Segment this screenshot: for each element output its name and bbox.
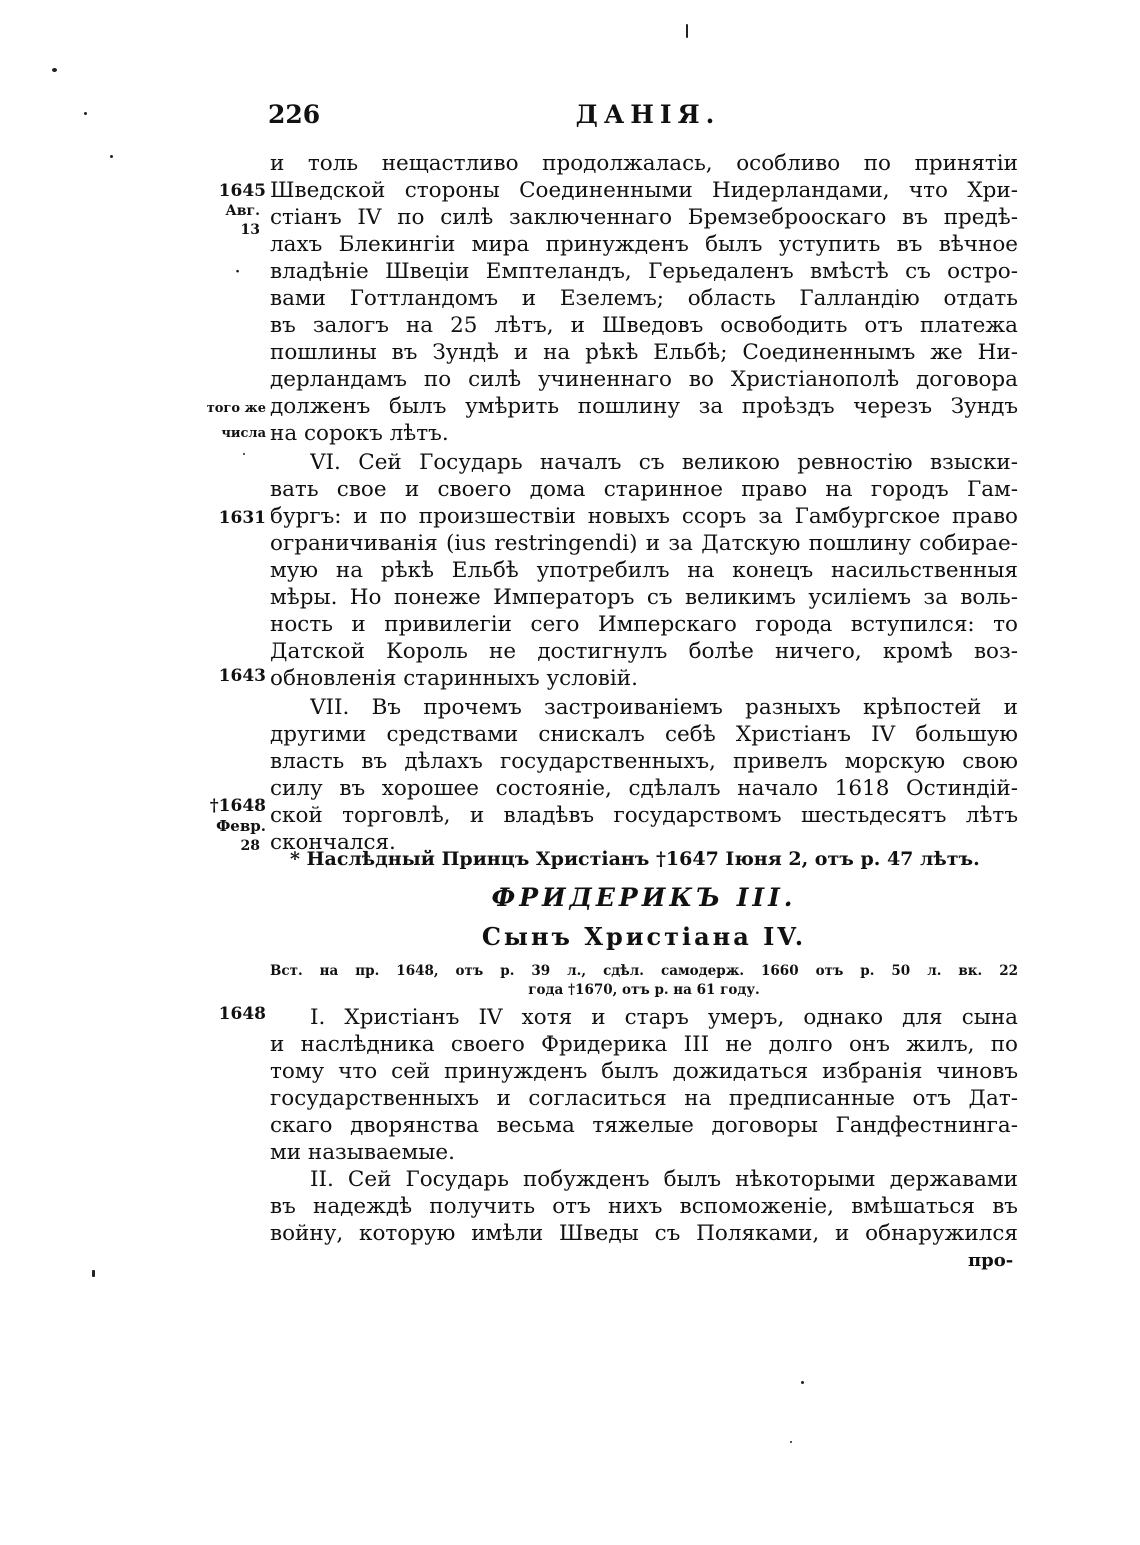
text-line: силу въ хорошее состояніе, сдѣлалъ начало 1618 Остиндій- — [270, 776, 1018, 801]
catchword: про- — [968, 1250, 1014, 1271]
scan-speck — [52, 68, 57, 72]
section-subtitle: Сынъ Христіана IV. — [481, 922, 807, 951]
text-line: мую на рѣкѣ Ельбѣ употребилъ на конецъ насильственныя — [270, 558, 1018, 583]
text-line: другими средствами снискалъ себѣ Христіанъ IV большую — [270, 722, 1018, 747]
margin-dot: · — [235, 264, 240, 280]
text-line: власть въ дѣлахъ государственныхъ, привелъ морскую свою — [270, 749, 1018, 774]
margin-date: 1645 — [218, 181, 266, 201]
text-line: вами Готтландомъ и Езелемъ; область Галландію отдать — [270, 286, 1018, 311]
footnote: * Наслѣдный Принцъ Христіанъ †1647 Іюня 2, отъ р. 47 лѣтъ. — [290, 848, 980, 870]
scan-speck — [243, 453, 245, 455]
text-line: стіанъ IV по силѣ заключеннаго Бремзеброоскаго въ предѣ- — [270, 205, 1018, 230]
text-line: и наслѣдника своего Фридерика III не долго онъ жилъ, по — [270, 1032, 1018, 1057]
text-line: войну, которую имѣли Шведы съ Поляками, и обнаружился — [270, 1221, 1018, 1246]
scan-speck — [92, 1270, 95, 1277]
text-line: бургъ: и по произшествіи новыхъ ссоръ за Гамбургское право — [270, 504, 1018, 529]
paragraph-start: II. Сей Государь побужденъ былъ нѣкоторыми державами — [310, 1167, 1018, 1192]
margin-date: 1643 — [218, 666, 266, 686]
margin-note: того же — [206, 401, 266, 416]
text-line: долженъ былъ умѣрить пошлину за проѣздъ черезъ Зундъ — [270, 394, 1018, 419]
text-line: Шведской стороны Соединенными Нидерландами, что Хри- — [270, 178, 1018, 203]
scan-speck — [790, 1441, 792, 1443]
text-line: лахъ Блекингіи мира принужденъ былъ уступить въ вѣчное — [270, 232, 1018, 257]
margin-month: Авг. — [225, 203, 260, 219]
text-line: скаго дворянства весьма тяжелые договоры Гандфестнинга- — [270, 1113, 1018, 1138]
paragraph-start: VII. Въ прочемъ застроиваніемъ разныхъ крѣпостей и — [310, 695, 1018, 720]
margin-date: †1648 — [209, 796, 266, 816]
text-line: государственныхъ и согласиться на предписанные отъ Дат- — [270, 1086, 1018, 1111]
scan-speck — [801, 1381, 804, 1384]
scan-speck — [84, 112, 87, 115]
section-title: ФРИДЕРИКЪ III. — [491, 883, 797, 912]
text-line: обновленія старинныхъ условій. — [270, 666, 638, 691]
scan-speck — [686, 24, 688, 38]
text-line: дерландамъ по силѣ учиненнаго во Христіанополѣ договора — [270, 367, 1018, 392]
page-number: 226 — [268, 100, 321, 129]
margin-date: 1648 — [218, 1004, 266, 1024]
text-line: на сорокъ лѣтъ. — [270, 421, 449, 446]
page-header — [268, 100, 1028, 136]
margin-note: числа — [221, 426, 266, 441]
reign-details: Вст. на пр. 1648, отъ р. 39 л., сдѣл. самодерж. 1660 отъ р. 50 л. вк. 22 — [270, 963, 1018, 979]
running-title: ДАНІЯ. — [575, 100, 721, 129]
margin-day: 28 — [240, 838, 260, 854]
paragraph-start: I. Христіанъ IV хотя и старъ умеръ, однако для сына — [310, 1005, 1018, 1030]
margin-date: 1631 — [218, 508, 266, 528]
reign-details: года †1670, отъ р. на 61 году. — [528, 982, 760, 998]
text-line: владѣніе Швеціи Емптеландъ, Герьедаленъ вмѣстѣ съ остро- — [270, 259, 1018, 284]
text-line: ской торговлѣ, и владѣвъ государствомъ шестьдесятъ лѣтъ — [270, 803, 1018, 828]
text-line: ность и привилегіи сего Имперскаго города вступился: то — [270, 612, 1018, 637]
text-line: вать свое и своего дома старинное право на городъ Гам- — [270, 477, 1018, 502]
text-line: мѣры. Но понеже Императоръ съ великимъ усиліемъ за воль- — [270, 585, 1018, 610]
text-line: и толь нещастливо продолжалась, особливо по принятіи — [270, 151, 1018, 176]
margin-day: 13 — [240, 222, 260, 238]
text-line: Датской Король не достигнулъ болѣе ничего, кромѣ воз- — [270, 639, 1018, 664]
text-line: скончался. — [270, 830, 396, 855]
paragraph-start: VI. Сей Государь началъ съ великою ревностію взыски- — [310, 450, 1018, 475]
text-line: въ залогъ на 25 лѣтъ, и Шведовъ освободить отъ платежа — [270, 313, 1018, 338]
scan-speck — [110, 155, 113, 158]
text-line: ограничиванія (ius restringendi) и за Датскую пошлину собирае- — [270, 531, 1018, 556]
text-line: въ надеждѣ получить отъ нихъ вспоможеніе, вмѣшаться въ — [270, 1194, 1018, 1219]
text-line: пошлины въ Зундѣ и на рѣкѣ Ельбѣ; Соединеннымъ же Ни- — [270, 340, 1018, 365]
text-line: ми называемые. — [270, 1140, 455, 1165]
margin-month: Февр. — [216, 817, 266, 835]
text-line: тому что сей принужденъ былъ дожидаться избранія чиновъ — [270, 1059, 1018, 1084]
